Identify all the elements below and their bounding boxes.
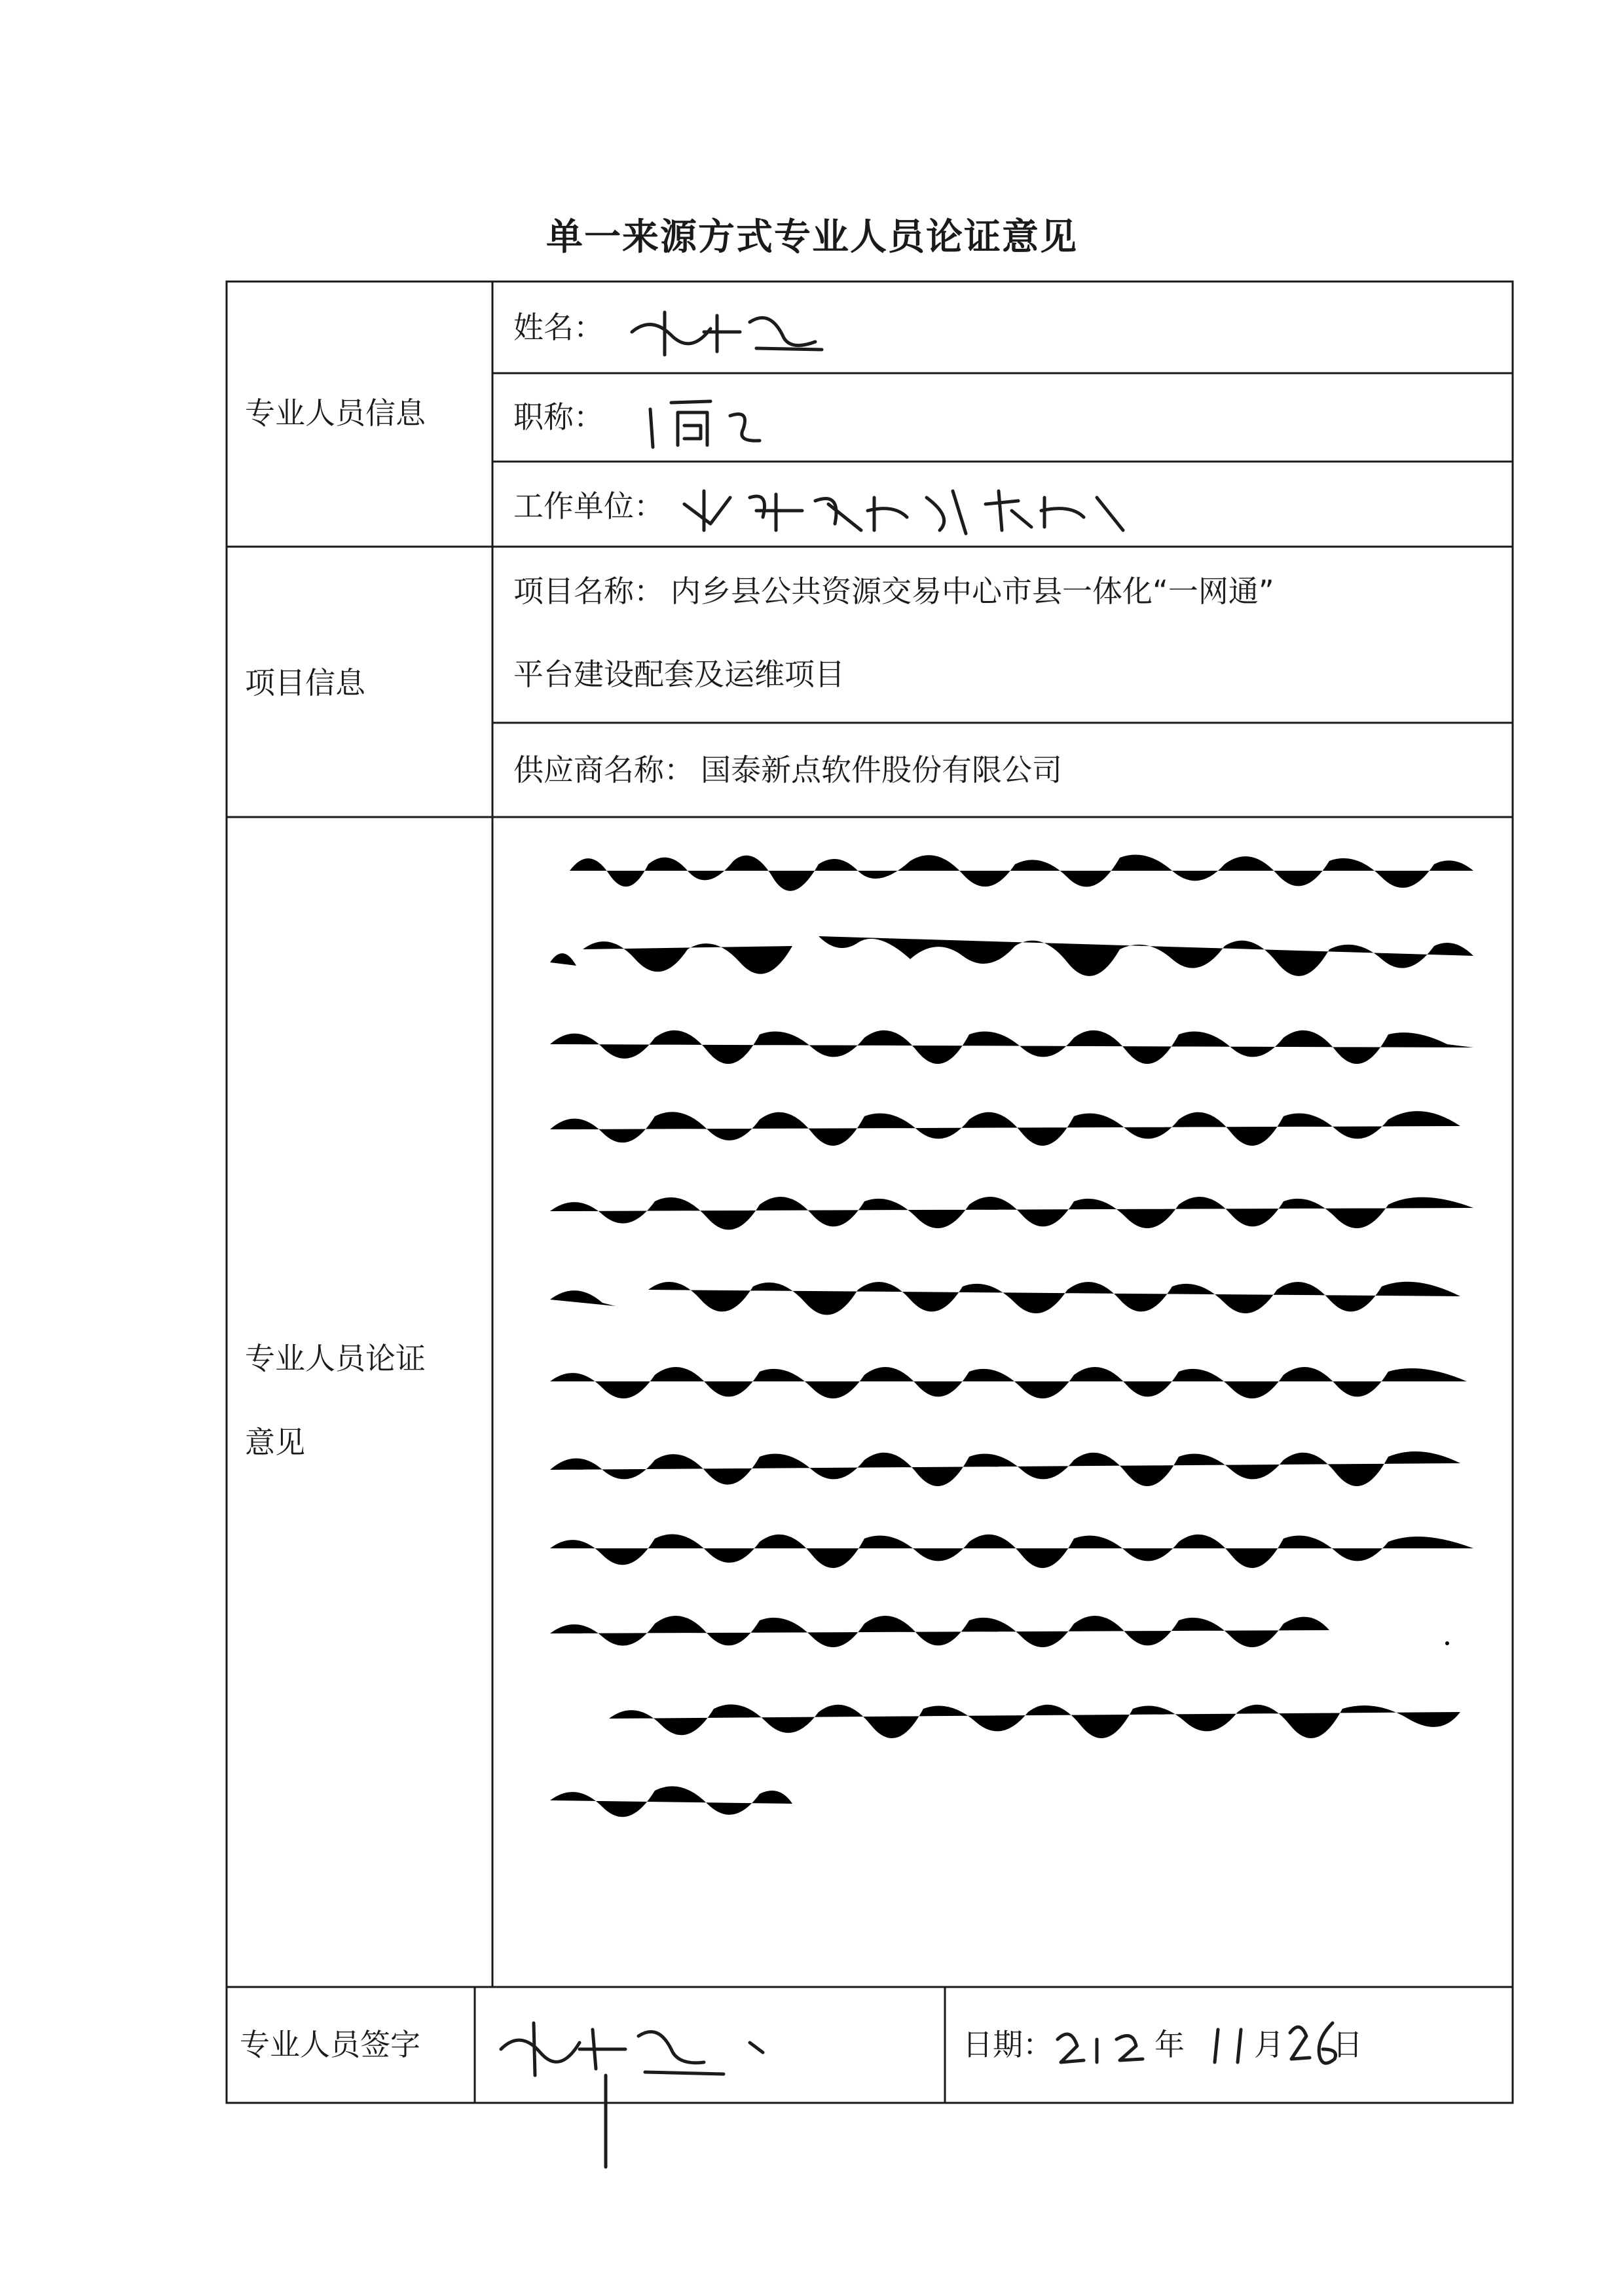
date-day-unit: 日 <box>1333 2027 1363 2062</box>
handwritten-signature-ink <box>488 1990 828 2174</box>
handwritten-employer-ink <box>678 478 1136 543</box>
employer-label: 工作单位： <box>513 488 664 524</box>
date-label: 日期： <box>963 2027 1053 2062</box>
section-label-project-info: 项目信息 <box>245 665 365 701</box>
handwritten-opinion-ink-line-5 <box>544 1165 1493 1244</box>
project-name-line1: 内乡县公共资源交易中心市县一体化“一网通” <box>671 574 1274 609</box>
section-label-professional-info: 专业人员信息 <box>245 395 426 431</box>
project-name-label: 项目名称： <box>513 574 664 609</box>
handwritten-opinion-ink-line-3 <box>544 998 1493 1077</box>
section-label-opinion-line1: 专业人员论证 <box>245 1341 426 1376</box>
signature-label: 专业人员签字 <box>240 2027 420 2062</box>
handwritten-date-month-ink <box>1205 2020 1257 2072</box>
document-title: 单一来源方式专业人员论证意见 <box>546 216 1078 259</box>
handwritten-opinion-ink-line-6 <box>544 1250 1493 1329</box>
supplier-label: 供应商名称： <box>513 752 694 788</box>
name-label: 姓名： <box>513 310 604 345</box>
project-name-line2: 平台建设配套及运维项目 <box>513 657 845 692</box>
handwritten-opinion-ink-line-7 <box>544 1336 1493 1414</box>
date-year-unit: 年 <box>1154 2027 1185 2062</box>
handwritten-name-ink <box>625 302 835 361</box>
section-label-opinion-line2: 意见 <box>245 1425 305 1460</box>
handwritten-opinion-ink-line-8 <box>544 1421 1493 1499</box>
handwritten-opinion-ink-line-10 <box>544 1584 1493 1663</box>
handwritten-opinion-ink-line-1 <box>544 825 1493 903</box>
title-label: 职称： <box>513 399 604 435</box>
handwritten-opinion-ink-line-2 <box>544 910 1493 989</box>
handwritten-opinion-ink-line-4 <box>544 1080 1493 1159</box>
handwritten-opinion-ink-line-11 <box>544 1673 1493 1751</box>
handwritten-opinion-ink-line-9 <box>544 1503 1493 1581</box>
handwritten-date-year-ink <box>1051 2020 1149 2072</box>
handwritten-opinion-ink-line-12 <box>544 1755 1493 1833</box>
date-month-unit: 月 <box>1254 2027 1284 2062</box>
supplier-value: 国泰新点软件股份有限公司 <box>701 752 1062 788</box>
handwritten-title-ink <box>645 390 776 455</box>
